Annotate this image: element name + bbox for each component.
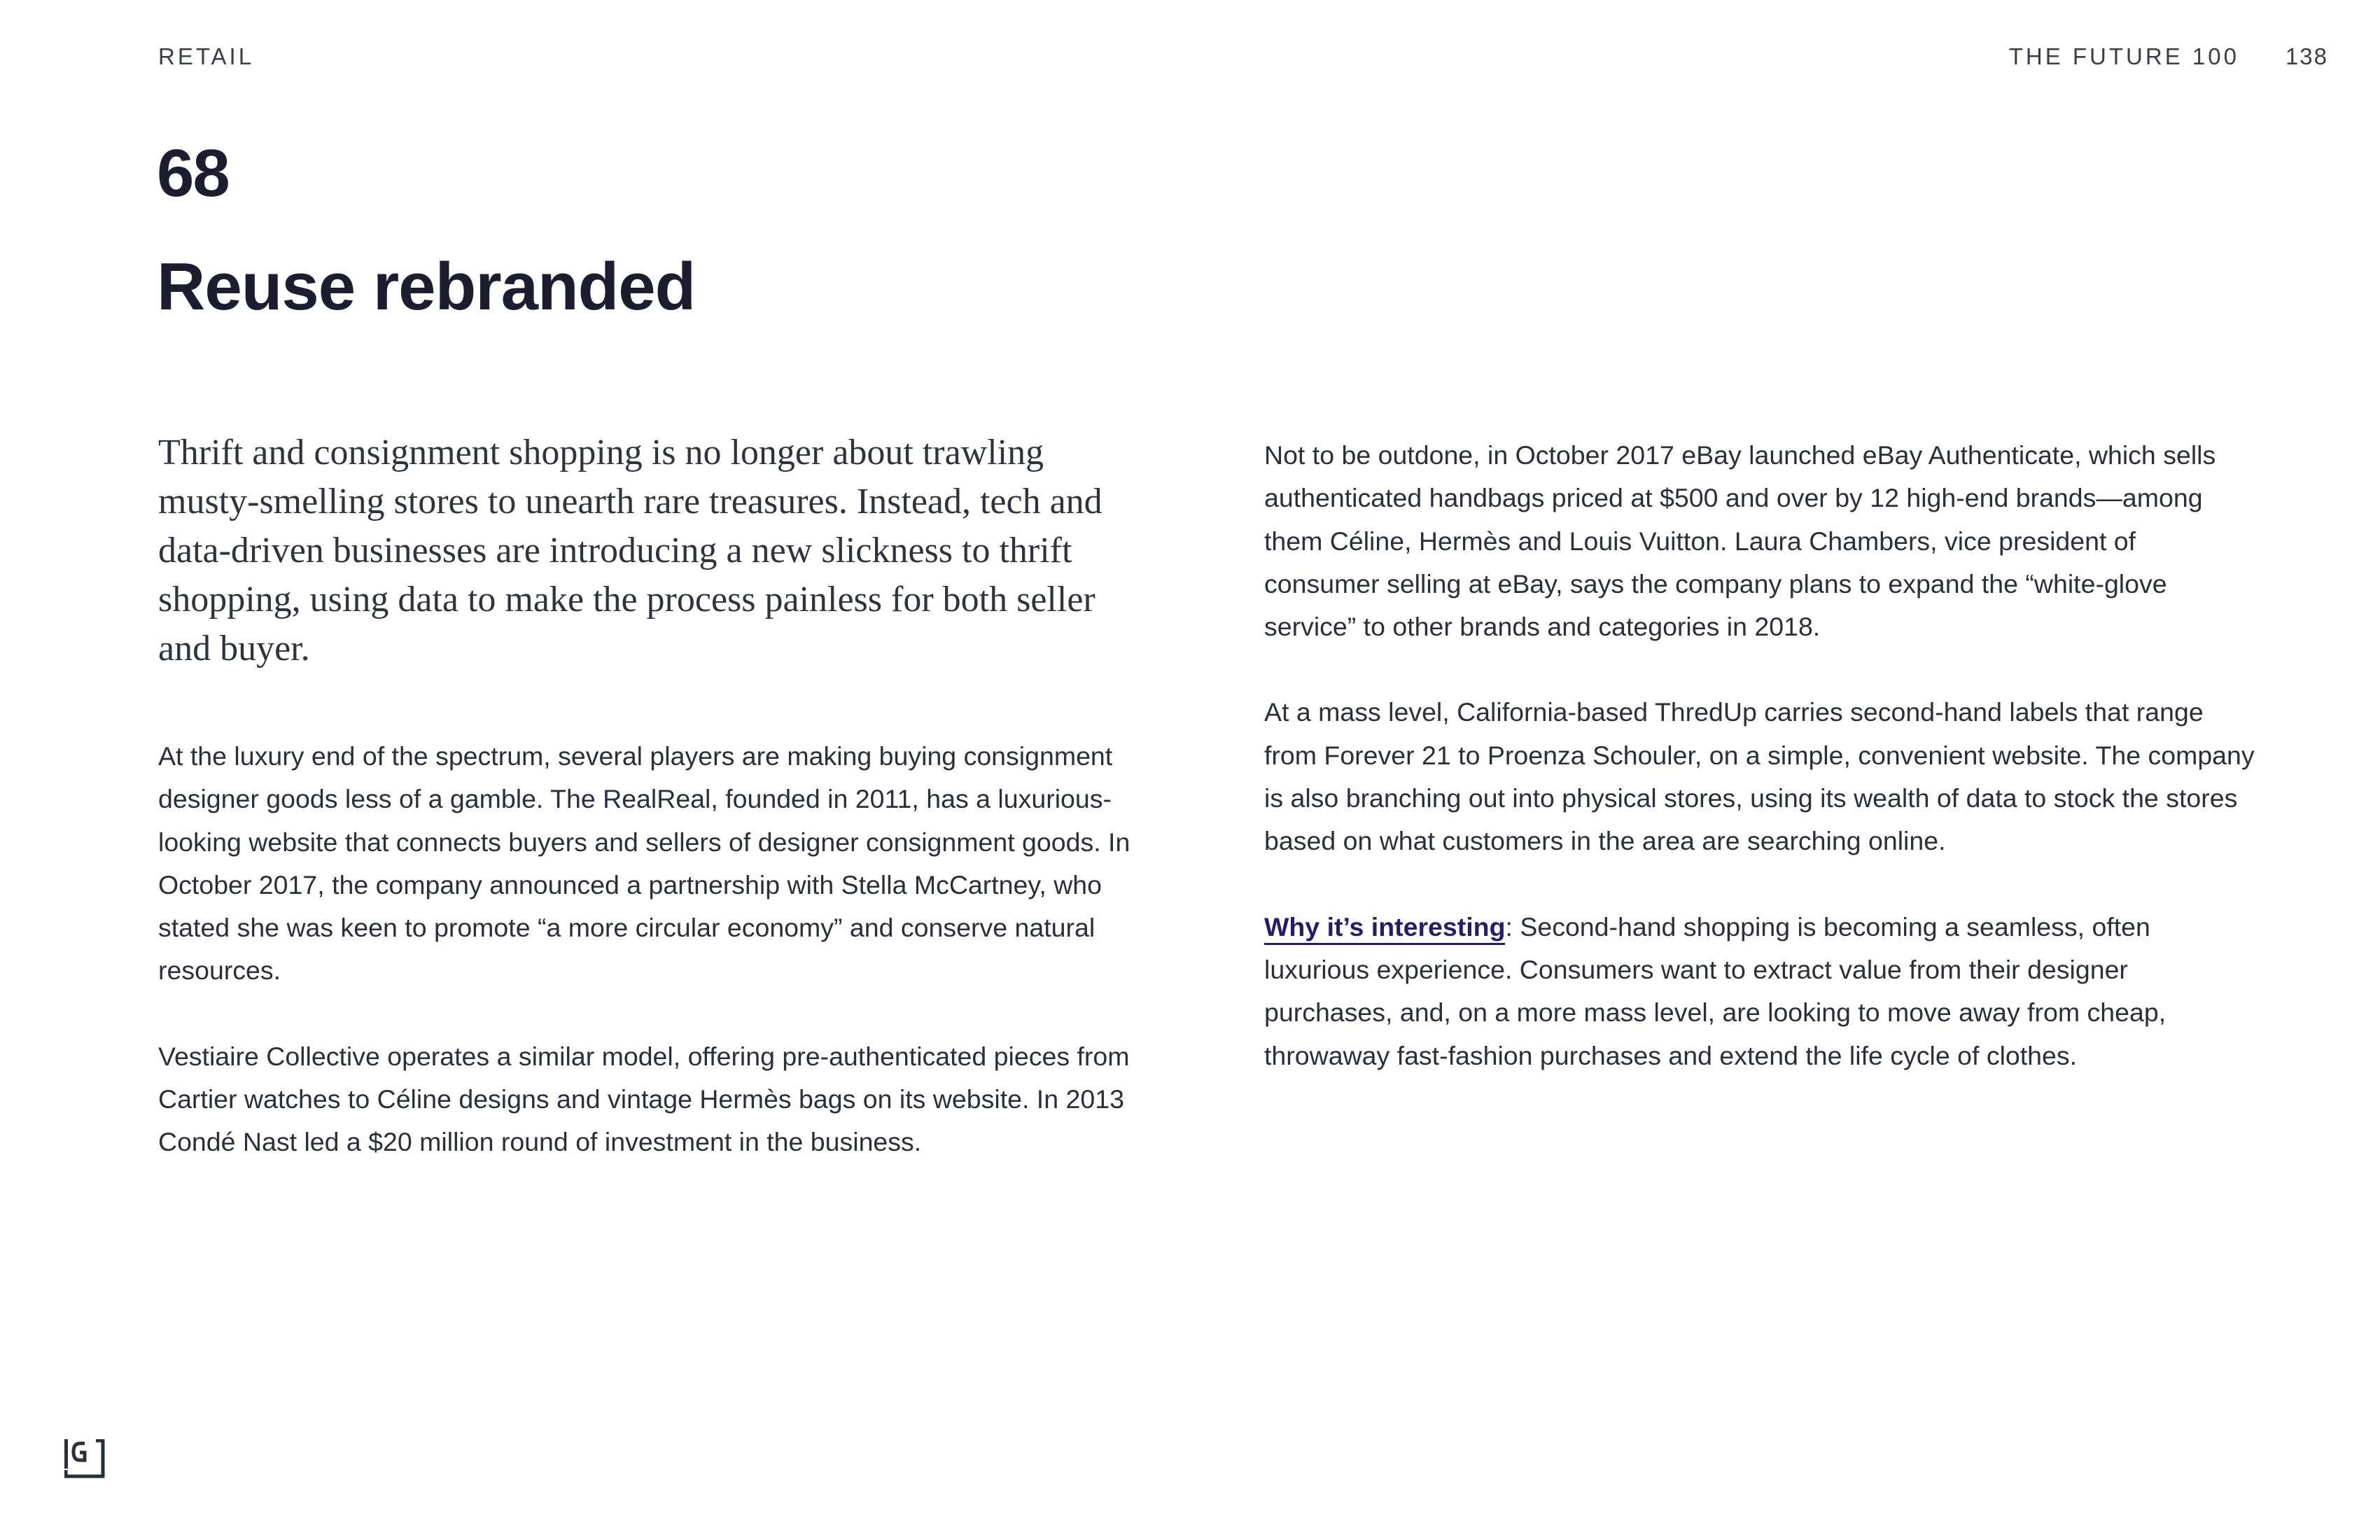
header-right <box>2009 43 2328 70</box>
why-interesting-label: Why it’s interesting <box>1264 912 1505 945</box>
trend-number: 68 <box>157 136 229 211</box>
left-column <box>158 428 1152 1207</box>
section-label: RETAIL <box>158 43 255 69</box>
why-interesting-paragraph <box>1264 906 2258 1077</box>
right-column <box>1264 434 2258 1120</box>
why-interesting-text: : Second-hand shopping is becoming a seamless, often luxurious experience. Consumers want to extract value from their designer purchases, and, on a more mass level, are looking to move away from cheap, throwaway fast-fashion purchases and extend the life cycle of clothes. <box>1264 911 2166 1070</box>
publication-title: THE FUTURE 100 <box>2008 43 2239 69</box>
ig-logo-icon <box>64 1439 105 1478</box>
body-paragraph: At a mass level, California-based ThredUp carries second-hand labels that range from Forever 21 to Proenza Schouler, on a simple, convenient website. The company is also branching out into physical stores, using its wealth of data to stock the stores based on what customers in the area are searching online. <box>1264 697 2255 856</box>
body-paragraph: Not to be outdone, in October 2017 eBay launched eBay Authenticate, which sells authenticated handbags priced at $500 and over by 12 high-end brands—among them Céline, Hermès and Louis Vuitton. Laura Chambers, vice president of consumer selling at eBay, says the company plans to expand the “white-glove service” to other brands and categories in 2018. <box>1264 440 2216 642</box>
page-number: 138 <box>2285 43 2328 69</box>
body-paragraph: Vestiaire Collective operates a similar model, offering pre-authenticated pieces from Cartier watches to Céline designs and vintage Hermès bags on its website. In 2013 Condé Nast led a $20 million round of investment in the business. <box>158 1041 1130 1157</box>
lede-paragraph: Thrift and consignment shopping is no longer about trawling musty-smelling stores to unearth rare treasures. Instead, tech and data-driven businesses are introducing a new slickness to thrift shopping, using data to make the process painless for both seller and buyer. <box>158 433 1102 668</box>
body-paragraph: At the luxury end of the spectrum, several players are making buying consignment designer goods less of a gamble. The RealReal, founded in 2011, has a luxurious-looking website that connects buyers and sellers of designer consignment goods. In October 2017, the company announced a partnership with Stella McCartney, who stated she was keen to promote “a more circular economy” and conserve natural resources. <box>158 741 1130 986</box>
page-title: Reuse rebranded <box>157 249 696 324</box>
